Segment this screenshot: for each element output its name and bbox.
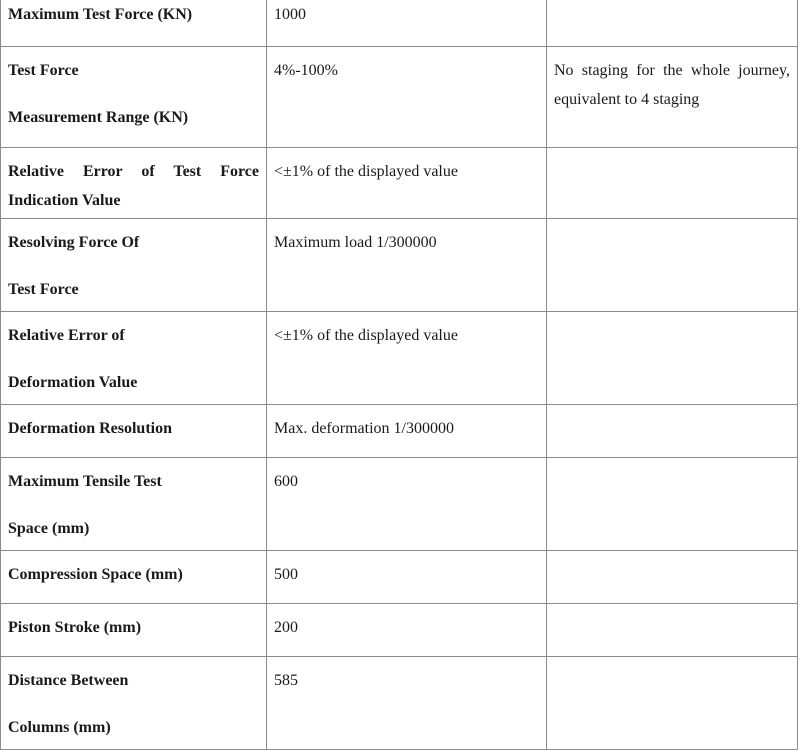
parameter-label-line-1: Relative Error of Test Force bbox=[8, 163, 259, 180]
parameter-label-line-2: Indication Value bbox=[8, 192, 121, 209]
table-row bbox=[1, 405, 798, 458]
parameter-cell bbox=[1, 604, 267, 657]
value-cell: Max. deformation 1/300000 bbox=[267, 405, 547, 458]
table-row bbox=[1, 148, 798, 219]
parameter-label: Maximum Test Force (KN) bbox=[8, 6, 193, 23]
table-row bbox=[1, 458, 798, 551]
note-cell: No staging for the whole journey, equivalent to 4 staging bbox=[547, 47, 798, 148]
table-row bbox=[1, 551, 798, 604]
value-cell: 585 bbox=[267, 657, 547, 750]
parameter-label-line-2: Measurement Range (KN) bbox=[8, 109, 189, 126]
note-cell bbox=[547, 458, 798, 551]
parameter-cell bbox=[1, 551, 267, 604]
parameter-label-line-2: Test Force bbox=[8, 281, 79, 298]
parameter-cell bbox=[1, 148, 267, 219]
value-cell: 600 bbox=[267, 458, 547, 551]
value-cell: 4%-100% bbox=[267, 47, 547, 148]
note-cell bbox=[547, 405, 798, 458]
parameter-cell bbox=[1, 405, 267, 458]
note-cell bbox=[547, 551, 798, 604]
table-row bbox=[1, 604, 798, 657]
parameter-label-line-1: Maximum Tensile Test bbox=[8, 473, 162, 490]
note-cell bbox=[547, 219, 798, 312]
value-cell: 200 bbox=[267, 604, 547, 657]
value-cell: <±1% of the displayed value bbox=[267, 148, 547, 219]
note-cell bbox=[547, 312, 798, 405]
value-cell: 500 bbox=[267, 551, 547, 604]
note-cell bbox=[547, 148, 798, 219]
value-cell: Maximum load 1/300000 bbox=[267, 219, 547, 312]
note-cell bbox=[547, 657, 798, 750]
parameter-cell bbox=[1, 219, 267, 312]
parameter-label-line-2: Deformation Value bbox=[8, 374, 138, 391]
parameter-cell bbox=[1, 458, 267, 551]
table-row bbox=[1, 47, 798, 148]
parameter-label: Compression Space (mm) bbox=[8, 566, 183, 583]
parameter-label: Deformation Resolution bbox=[8, 420, 172, 437]
parameter-label-line-1: Distance Between bbox=[8, 672, 129, 689]
table-row bbox=[1, 219, 798, 312]
note-cell bbox=[547, 0, 798, 47]
parameter-cell bbox=[1, 0, 267, 47]
note-cell bbox=[547, 604, 798, 657]
parameter-label-line-1: Test Force bbox=[8, 62, 79, 79]
value-cell: <±1% of the displayed value bbox=[267, 312, 547, 405]
table-row bbox=[1, 0, 798, 47]
parameter-cell bbox=[1, 657, 267, 750]
parameter-cell bbox=[1, 312, 267, 405]
table-row bbox=[1, 312, 798, 405]
value-cell: 1000 bbox=[267, 0, 547, 47]
table-row bbox=[1, 657, 798, 750]
parameter-label: Piston Stroke (mm) bbox=[8, 619, 142, 636]
parameter-label-line-1: Relative Error of bbox=[8, 327, 125, 344]
parameter-cell bbox=[1, 47, 267, 148]
parameter-label-line-1: Resolving Force Of bbox=[8, 234, 140, 251]
parameter-label-line-2: Columns (mm) bbox=[8, 719, 111, 736]
parameter-label-line-2: Space (mm) bbox=[8, 520, 90, 537]
